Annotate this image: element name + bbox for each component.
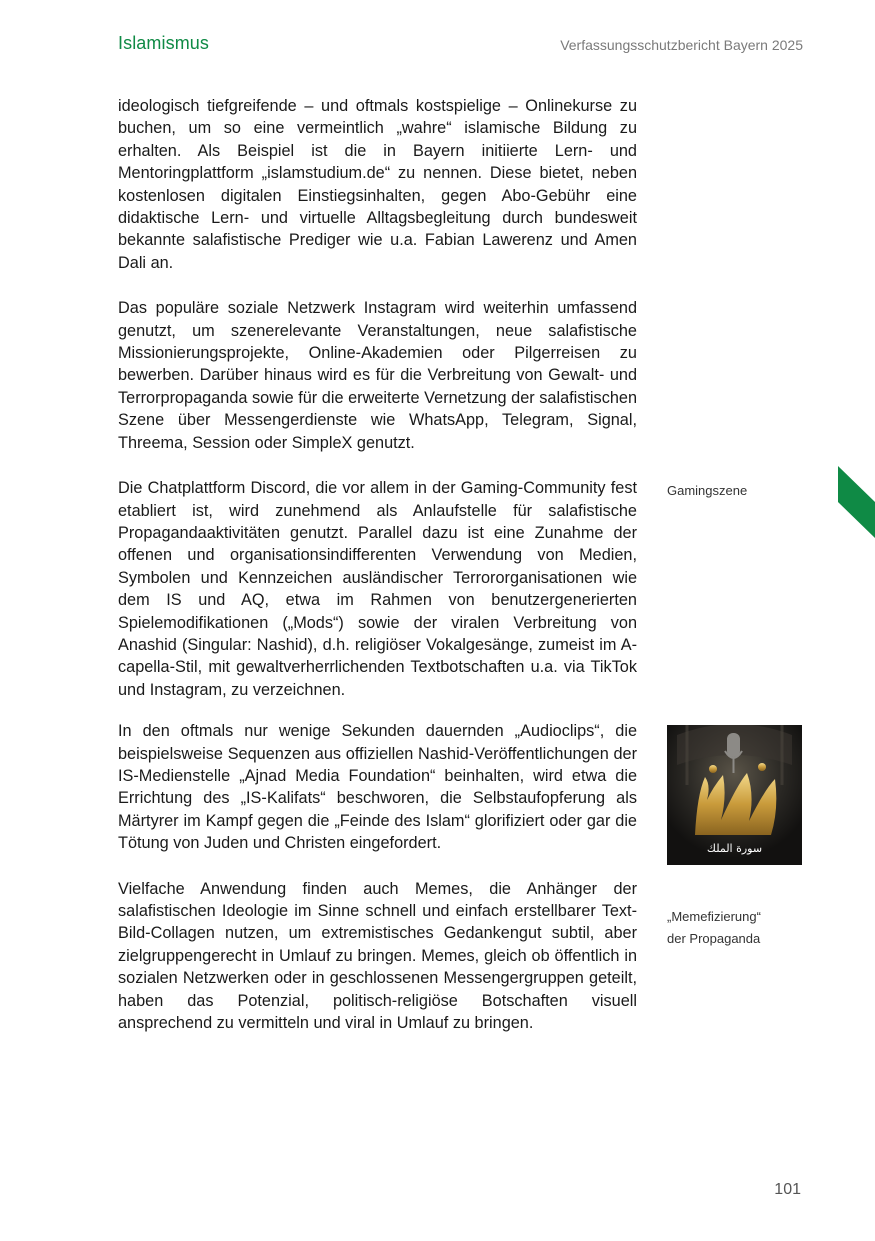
propaganda-image	[667, 725, 802, 865]
section-title: Islamismus	[118, 33, 210, 53]
paragraph-memes: Vielfache Anwendung finden auch Memes, die Anhänger der salafistischen Ideologie im Sinne schnell und einfach erstellbarer Text-Bild-Collagen nutzen, um extremistisches Gedankengut subtil, aber zielgruppengerecht in Umlauf zu bringen. Memes, gleich ob öffentlich in sozialen Netzwerken oder in geschlossenen Messengergruppen geteilt, haben das Potenzial, politisch-religiöse Botschaften visuell ansprechend zu vermitteln und viral in Umlauf zu bringen.	[118, 879, 637, 1033]
margin-note-memefizierung	[667, 906, 807, 950]
paragraph-discord: Die Chatplattform Discord, die vor allem in der Gaming-Community fest etabliert ist, wird zunehmend als Anlaufstelle für salafistische Propagandaaktivitäten genutzt. Parallel dazu ist eine Zunahme der offenen und organisationsindifferenten Verwendung von Medien, Symbolen und Kennzeichen ausländischer Terrororganisationen wie dem IS und AQ, etwa im Rahmen von benutzergenerierten Spielemodifikationen („Mods“) sowie der viralen Verbreitung von Anashid (Singular: Nashid), d.h. religiöser Vokalgesänge, zumeist im A-capella-Stil, mit gewaltverherrlichenden Textbotschaften u.a. via TikTok und Instagram, zu verzeichnen.	[118, 479, 637, 699]
paragraph-instagram: Das populäre soziale Netzwerk Instagram wird weiterhin umfassend genutzt, um szenerelevante Veranstaltungen, neue salafistische Missionierungsprojekte, Online-Akademien oder Pilgerreisen zu bewerben. Darüber hinaus wird es für die Verbreitung von Gewalt- und Terrorpropaganda sowie für die erweiterte Vernetzung der salafistischen Szene über Messengerdienste wie WhatsApp, Telegram, Signal, Threema, Session oder SimpleX genutzt.	[118, 299, 637, 452]
margin-note-line: „Memefizierung“	[667, 909, 761, 924]
paragraph-audioclips: In den oftmals nur wenige Sekunden dauernden „Audioclips“, die beispielsweise Sequenzen aus offiziellen Nashid-Veröffentlichungen der IS-Medienstelle „Ajnad Media Foundation“ beinhalten, wird etwa die Errichtung des „IS-Kalifats“ beschworen, die Selbstaufopferung als Märtyrer im Kampf gegen die „Feinde des Islam“ glorifiziert oder gar die Tötung von Juden und Christen eingefordert.	[118, 722, 637, 853]
figure-caption: سورة الملك	[706, 842, 763, 855]
page-number: 101	[774, 1181, 801, 1198]
margin-note-gaming: Gamingszene	[667, 483, 748, 498]
paragraph-online-courses: ideologisch tiefgreifende – und oftmals kostspielige – Onlinekurse zu buchen, um so eine vermeintlich „wahre“ islamische Bildung zu erhalten. Als Beispiel ist die in Bayern initiierte Lern- und Mentoringplattform „islamstudium.de“ zu nennen. Diese bietet, neben kostenlosen digitalen Einstiegsinhalten, gegen Abo-Gebühr eine didaktische Lern- und virtuelle Alltagsbegleitung durch bundesweit bekannte salafistische Prediger wie u.a. Fabian Lawerenz und Amen Dali an.	[118, 97, 637, 272]
main-text-column	[118, 95, 637, 1057]
margin-note-line: der Propaganda	[667, 931, 761, 946]
report-title: Verfassungsschutzbericht Bayern 2025	[560, 37, 803, 53]
chapter-tab-marker	[838, 466, 875, 538]
